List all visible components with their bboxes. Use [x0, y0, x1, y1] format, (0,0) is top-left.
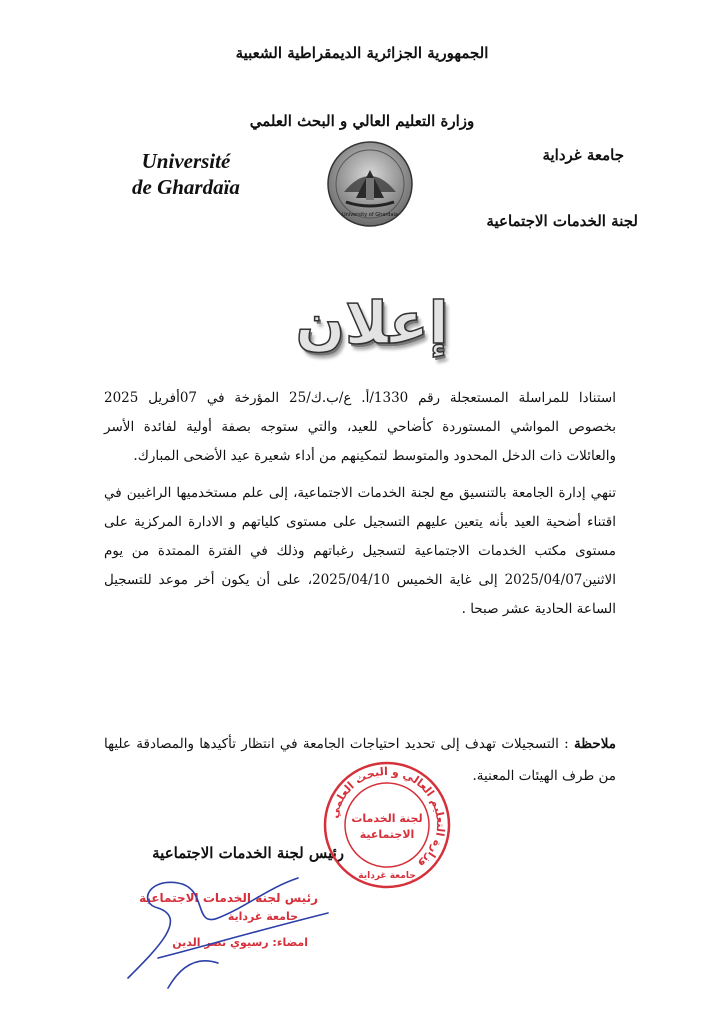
university-name-arabic: جامعة غرداية — [542, 146, 624, 164]
note-label: ملاحظة — [574, 736, 616, 752]
announcement-body — [104, 384, 616, 632]
body-paragraph-2: تنهي إدارة الجامعة بالتنسيق مع لجنة الخدمات الاجتماعية، إلى علم مستخدميها الراغبين في اقتناء أضحية العيد بأنه يتعين عليهم التسجيل على مستوى كلياتهم و الادارة المركزية على مستوى مكتب الخدمات الاجتماعية لتسجيل رغباتهم وذلك في الفترة الممتدة من يوم الاثنين2025/04/07 إلى غاية الخميس 2025/04/10، على أن يكون أخر موعد للتسجيل الساعة الحادية عشر صبحا . — [104, 485, 617, 617]
ministry-heading: وزارة التعليم العالي و البحث العلمي — [249, 112, 475, 130]
signature-stamp-line2: جامعة غرداية — [227, 910, 298, 923]
republic-heading: الجمهورية الجزائرية الديمقراطية الشعبية — [235, 44, 489, 62]
logo-caption: University of Ghardaia — [342, 212, 398, 218]
stamp-bottom-text: جامعة غرداية — [358, 871, 416, 881]
university-name-french-line1: Université — [141, 149, 231, 173]
university-name-french-line2: de Ghardaïa — [132, 175, 240, 199]
committee-name: لجنة الخدمات الاجتماعية — [486, 212, 638, 230]
signature-stamp-line3: امضاء: رسيوي نصر الدين — [172, 936, 308, 949]
note-text: : التسجيلات تهدف إلى تحديد احتياجات الجامعة في انتظار تأكيدها والمصادقة عليها من طرف الهيئات المعنية. — [104, 736, 616, 784]
announcement-title-text: إعلان — [295, 289, 449, 357]
university-name-french — [132, 148, 240, 200]
university-logo — [326, 140, 414, 228]
stamp-center-line1: لجنة الخدمات — [351, 812, 423, 825]
signature-stamp-line1: رئيس لجنة الخدمات الاجتماعية — [139, 891, 318, 905]
stamp-ring-text: وزارة التعليم العالي و البحث العلمي — [327, 764, 448, 872]
official-round-stamp — [322, 760, 452, 890]
signature-stamp — [98, 858, 338, 1008]
stamp-center-line2: الاجتماعية — [359, 828, 415, 841]
announcement-title — [262, 278, 482, 368]
signer-title: رئيس لجنة الخدمات الاجتماعية — [152, 844, 344, 862]
body-paragraph-1: استنادا للمراسلة المستعجلة رقم 1330/أ. ع/ب.ك/25 المؤرخة في 07أفريل 2025 بخصوص المواشي المستوردة كأضاحي للعيد، والتي ستوجه بصفة أولية لفائدة الأسر والعائلات ذات الدخل المحدود والمتوسط لتمكينهم من أداء شعيرة عيد الأضحى المبارك. — [104, 390, 616, 464]
